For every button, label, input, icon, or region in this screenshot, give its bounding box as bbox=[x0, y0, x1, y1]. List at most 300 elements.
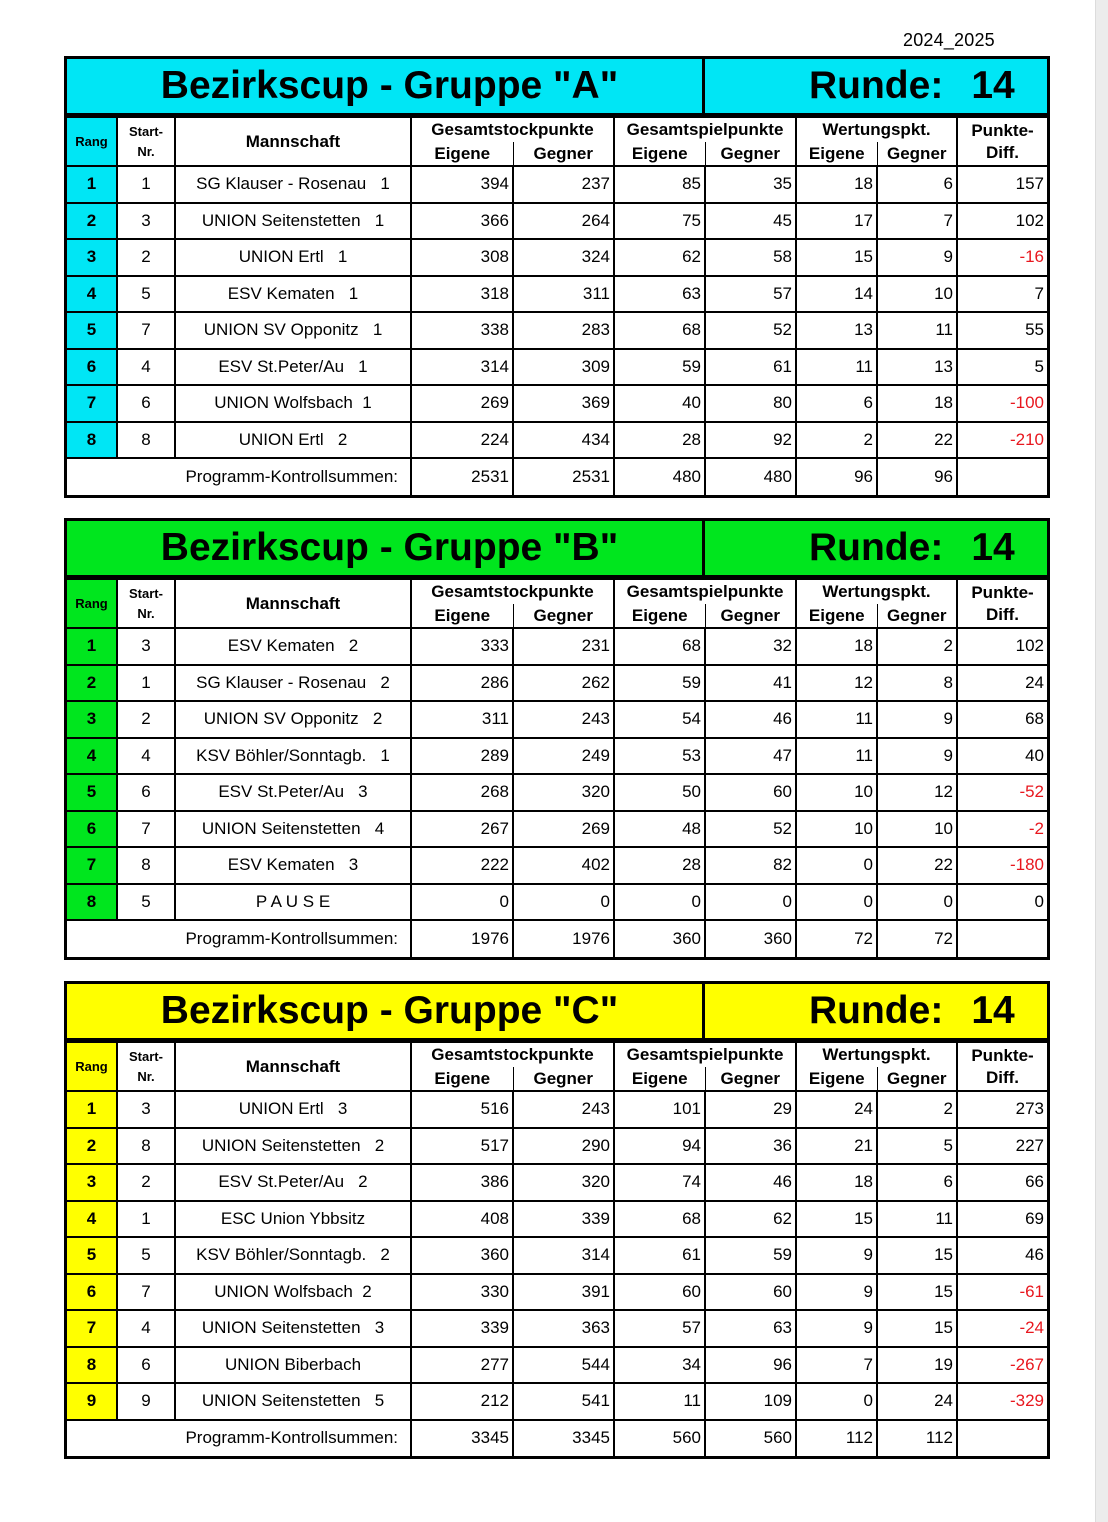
wertung-eigene-cell: 11 bbox=[796, 701, 877, 738]
wertung-eigene-cell: 24 bbox=[796, 1091, 877, 1128]
stock-eigene-cell: 268 bbox=[411, 774, 513, 811]
start-nr-cell: 5 bbox=[117, 884, 175, 921]
table-row bbox=[67, 738, 1047, 775]
stock-gegner-cell: 541 bbox=[513, 1383, 614, 1420]
stock-eigene-cell: 360 bbox=[411, 1237, 513, 1274]
spiel-gegner-cell: 96 bbox=[705, 1347, 796, 1384]
punkte-diff-cell: 40 bbox=[957, 738, 1047, 775]
subheader-gegner: Gegner bbox=[877, 1067, 957, 1091]
sum-wertung-eigene: 112 bbox=[796, 1420, 877, 1457]
stock-eigene-cell: 269 bbox=[411, 385, 513, 422]
rank-cell: 3 bbox=[67, 239, 117, 276]
sum-stock-eigene: 1976 bbox=[411, 920, 513, 957]
wertung-gegner-cell: 9 bbox=[877, 239, 957, 276]
spiel-gegner-cell: 47 bbox=[705, 738, 796, 775]
table-row bbox=[67, 349, 1047, 386]
spiel-gegner-cell: 46 bbox=[705, 701, 796, 738]
header-mannschaft: Mannschaft bbox=[175, 117, 411, 166]
spiel-eigene-cell: 54 bbox=[614, 701, 705, 738]
spiel-eigene-cell: 48 bbox=[614, 811, 705, 848]
subheader-eigene: Eigene bbox=[796, 604, 877, 628]
wertung-eigene-cell: 0 bbox=[796, 847, 877, 884]
wertung-gegner-cell: 22 bbox=[877, 422, 957, 459]
round-number: 14 bbox=[971, 64, 1015, 107]
round-label-text: Runde: bbox=[809, 989, 944, 1032]
spiel-gegner-cell: 41 bbox=[705, 665, 796, 702]
table-row bbox=[67, 203, 1047, 240]
spiel-eigene-cell: 59 bbox=[614, 349, 705, 386]
wertung-gegner-cell: 24 bbox=[877, 1383, 957, 1420]
stock-eigene-cell: 366 bbox=[411, 203, 513, 240]
table-row bbox=[67, 276, 1047, 313]
subheader-gegner: Gegner bbox=[877, 142, 957, 166]
header-wertungspunkte: Wertungspkt. bbox=[796, 579, 957, 604]
rank-cell: 4 bbox=[67, 738, 117, 775]
header-rang: Rang bbox=[67, 117, 117, 166]
header-start-nr bbox=[117, 1042, 175, 1091]
table-row bbox=[67, 1310, 1047, 1347]
stock-gegner-cell: 243 bbox=[513, 701, 614, 738]
wertung-eigene-cell: 7 bbox=[796, 1347, 877, 1384]
stock-eigene-cell: 318 bbox=[411, 276, 513, 313]
table-row bbox=[67, 1383, 1047, 1420]
control-sum-label: Programm-Kontrollsummen: bbox=[67, 920, 411, 957]
rank-cell: 8 bbox=[67, 884, 117, 921]
group-title: Bezirkscup - Gruppe "C" bbox=[67, 984, 705, 1038]
start-nr-cell: 4 bbox=[117, 1310, 175, 1347]
spiel-eigene-cell: 63 bbox=[614, 276, 705, 313]
group-table bbox=[64, 56, 1050, 498]
spiel-gegner-cell: 60 bbox=[705, 1274, 796, 1311]
wertung-eigene-cell: 18 bbox=[796, 628, 877, 665]
group-title-bar bbox=[67, 59, 1047, 116]
start-nr-cell: 7 bbox=[117, 1274, 175, 1311]
punkte-diff-cell: 24 bbox=[957, 665, 1047, 702]
team-name-cell: UNION Seitenstetten 4 bbox=[175, 811, 411, 848]
team-name-cell: UNION Ertl 3 bbox=[175, 1091, 411, 1128]
table-row bbox=[67, 628, 1047, 665]
rank-cell: 6 bbox=[67, 1274, 117, 1311]
punkte-diff-cell: -210 bbox=[957, 422, 1047, 459]
punkte-diff-cell: 69 bbox=[957, 1201, 1047, 1238]
spiel-eigene-cell: 75 bbox=[614, 203, 705, 240]
team-name-cell: UNION Biberbach bbox=[175, 1347, 411, 1384]
header-start-nr bbox=[117, 117, 175, 166]
rank-cell: 6 bbox=[67, 811, 117, 848]
round-label bbox=[705, 521, 1047, 575]
control-sum-row bbox=[67, 920, 1047, 957]
start-nr-cell: 8 bbox=[117, 1128, 175, 1165]
header-row bbox=[67, 117, 1047, 142]
spiel-gegner-cell: 35 bbox=[705, 166, 796, 203]
sum-stock-gegner: 2531 bbox=[513, 458, 614, 495]
table-row bbox=[67, 1237, 1047, 1274]
sum-spiel-eigene: 360 bbox=[614, 920, 705, 957]
spiel-gegner-cell: 80 bbox=[705, 385, 796, 422]
spiel-gegner-cell: 32 bbox=[705, 628, 796, 665]
subheader-gegner: Gegner bbox=[705, 1067, 796, 1091]
spiel-eigene-cell: 68 bbox=[614, 628, 705, 665]
spiel-gegner-cell: 59 bbox=[705, 1237, 796, 1274]
punkte-diff-cell: 7 bbox=[957, 276, 1047, 313]
wertung-eigene-cell: 21 bbox=[796, 1128, 877, 1165]
spiel-eigene-cell: 57 bbox=[614, 1310, 705, 1347]
spiel-eigene-cell: 94 bbox=[614, 1128, 705, 1165]
header-punkte-diff bbox=[957, 117, 1047, 166]
start-nr-cell: 2 bbox=[117, 1164, 175, 1201]
punkte-diff-cell: -267 bbox=[957, 1347, 1047, 1384]
punkte-diff-cell: -24 bbox=[957, 1310, 1047, 1347]
stock-eigene-cell: 308 bbox=[411, 239, 513, 276]
header-gesamtspielpunkte: Gesamtspielpunkte bbox=[614, 1042, 796, 1067]
spiel-gegner-cell: 60 bbox=[705, 774, 796, 811]
stock-eigene-cell: 286 bbox=[411, 665, 513, 702]
header-diff-line1: Punkte- bbox=[971, 582, 1034, 602]
wertung-gegner-cell: 11 bbox=[877, 1201, 957, 1238]
table-row bbox=[67, 884, 1047, 921]
table-row bbox=[67, 239, 1047, 276]
team-name-cell: ESV Kematen 2 bbox=[175, 628, 411, 665]
wertung-gegner-cell: 2 bbox=[877, 628, 957, 665]
table-row bbox=[67, 312, 1047, 349]
wertung-eigene-cell: 10 bbox=[796, 811, 877, 848]
standings-table bbox=[67, 1041, 1047, 1456]
rank-cell: 5 bbox=[67, 774, 117, 811]
rank-cell: 6 bbox=[67, 349, 117, 386]
wertung-eigene-cell: 11 bbox=[796, 349, 877, 386]
header-gesamtspielpunkte: Gesamtspielpunkte bbox=[614, 579, 796, 604]
rank-cell: 9 bbox=[67, 1383, 117, 1420]
team-name-cell: UNION Seitenstetten 5 bbox=[175, 1383, 411, 1420]
wertung-gegner-cell: 0 bbox=[877, 884, 957, 921]
wertung-eigene-cell: 9 bbox=[796, 1310, 877, 1347]
wertung-eigene-cell: 18 bbox=[796, 166, 877, 203]
subheader-eigene: Eigene bbox=[796, 142, 877, 166]
stock-gegner-cell: 243 bbox=[513, 1091, 614, 1128]
spiel-gegner-cell: 46 bbox=[705, 1164, 796, 1201]
spiel-eigene-cell: 59 bbox=[614, 665, 705, 702]
stock-gegner-cell: 283 bbox=[513, 312, 614, 349]
stock-eigene-cell: 0 bbox=[411, 884, 513, 921]
spiel-gegner-cell: 58 bbox=[705, 239, 796, 276]
subheader-eigene: Eigene bbox=[614, 604, 705, 628]
stock-eigene-cell: 517 bbox=[411, 1128, 513, 1165]
spiel-gegner-cell: 109 bbox=[705, 1383, 796, 1420]
spiel-eigene-cell: 62 bbox=[614, 239, 705, 276]
sum-spiel-eigene: 480 bbox=[614, 458, 705, 495]
header-diff-line1: Punkte- bbox=[971, 1045, 1034, 1065]
spiel-eigene-cell: 68 bbox=[614, 312, 705, 349]
wertung-gegner-cell: 10 bbox=[877, 811, 957, 848]
header-row bbox=[67, 579, 1047, 604]
header-punkte-diff bbox=[957, 579, 1047, 628]
sum-wertung-eigene: 96 bbox=[796, 458, 877, 495]
spiel-eigene-cell: 60 bbox=[614, 1274, 705, 1311]
standings-table bbox=[67, 578, 1047, 957]
punkte-diff-cell: -16 bbox=[957, 239, 1047, 276]
stock-gegner-cell: 264 bbox=[513, 203, 614, 240]
start-nr-cell: 1 bbox=[117, 665, 175, 702]
sum-spiel-gegner: 480 bbox=[705, 458, 796, 495]
sum-spiel-gegner: 360 bbox=[705, 920, 796, 957]
rank-cell: 2 bbox=[67, 665, 117, 702]
subheader-eigene: Eigene bbox=[614, 142, 705, 166]
spiel-eigene-cell: 53 bbox=[614, 738, 705, 775]
stock-gegner-cell: 262 bbox=[513, 665, 614, 702]
group-title-bar bbox=[67, 984, 1047, 1041]
wertung-eigene-cell: 17 bbox=[796, 203, 877, 240]
wertung-gegner-cell: 22 bbox=[877, 847, 957, 884]
stock-gegner-cell: 320 bbox=[513, 774, 614, 811]
rank-cell: 8 bbox=[67, 422, 117, 459]
team-name-cell: KSV Böhler/Sonntagb. 1 bbox=[175, 738, 411, 775]
round-label bbox=[705, 59, 1047, 113]
header-start-line1: Start- bbox=[129, 123, 163, 139]
table-row bbox=[67, 1091, 1047, 1128]
team-name-cell: UNION Ertl 1 bbox=[175, 239, 411, 276]
spiel-eigene-cell: 0 bbox=[614, 884, 705, 921]
header-start-nr bbox=[117, 579, 175, 628]
round-label bbox=[705, 984, 1047, 1038]
wertung-gegner-cell: 10 bbox=[877, 276, 957, 313]
table-row bbox=[67, 1128, 1047, 1165]
spiel-gegner-cell: 82 bbox=[705, 847, 796, 884]
subheader-eigene: Eigene bbox=[796, 1067, 877, 1091]
stock-gegner-cell: 290 bbox=[513, 1128, 614, 1165]
start-nr-cell: 1 bbox=[117, 1201, 175, 1238]
stock-eigene-cell: 339 bbox=[411, 1310, 513, 1347]
stock-gegner-cell: 311 bbox=[513, 276, 614, 313]
wertung-gegner-cell: 11 bbox=[877, 312, 957, 349]
sum-wertung-eigene: 72 bbox=[796, 920, 877, 957]
header-gesamtstockpunkte: Gesamtstockpunkte bbox=[411, 117, 614, 142]
rank-cell: 2 bbox=[67, 1128, 117, 1165]
header-diff-line1: Punkte- bbox=[971, 120, 1034, 140]
team-name-cell: SG Klauser - Rosenau 1 bbox=[175, 166, 411, 203]
wertung-eigene-cell: 15 bbox=[796, 239, 877, 276]
wertung-eigene-cell: 2 bbox=[796, 422, 877, 459]
spiel-gegner-cell: 36 bbox=[705, 1128, 796, 1165]
stock-gegner-cell: 237 bbox=[513, 166, 614, 203]
rank-cell: 8 bbox=[67, 1347, 117, 1384]
sum-wertung-gegner: 72 bbox=[877, 920, 957, 957]
subheader-eigene: Eigene bbox=[411, 1067, 513, 1091]
header-mannschaft: Mannschaft bbox=[175, 579, 411, 628]
stock-gegner-cell: 402 bbox=[513, 847, 614, 884]
stock-gegner-cell: 324 bbox=[513, 239, 614, 276]
wertung-eigene-cell: 6 bbox=[796, 385, 877, 422]
team-name-cell: UNION SV Opponitz 1 bbox=[175, 312, 411, 349]
table-row bbox=[67, 665, 1047, 702]
table-row bbox=[67, 701, 1047, 738]
punkte-diff-cell: -329 bbox=[957, 1383, 1047, 1420]
header-start-line2: Nr. bbox=[137, 1068, 155, 1084]
stock-gegner-cell: 544 bbox=[513, 1347, 614, 1384]
stock-gegner-cell: 249 bbox=[513, 738, 614, 775]
control-sum-label: Programm-Kontrollsummen: bbox=[67, 458, 411, 495]
team-name-cell: UNION Seitenstetten 3 bbox=[175, 1310, 411, 1347]
stock-eigene-cell: 222 bbox=[411, 847, 513, 884]
spiel-gegner-cell: 0 bbox=[705, 884, 796, 921]
header-row bbox=[67, 1042, 1047, 1067]
wertung-gegner-cell: 9 bbox=[877, 701, 957, 738]
spiel-gegner-cell: 29 bbox=[705, 1091, 796, 1128]
table-row bbox=[67, 166, 1047, 203]
stock-eigene-cell: 277 bbox=[411, 1347, 513, 1384]
start-nr-cell: 4 bbox=[117, 349, 175, 386]
header-gesamtstockpunkte: Gesamtstockpunkte bbox=[411, 579, 614, 604]
group-table bbox=[64, 518, 1050, 960]
wertung-gegner-cell: 9 bbox=[877, 738, 957, 775]
wertung-eigene-cell: 10 bbox=[796, 774, 877, 811]
stock-gegner-cell: 369 bbox=[513, 385, 614, 422]
stock-gegner-cell: 363 bbox=[513, 1310, 614, 1347]
stock-gegner-cell: 339 bbox=[513, 1201, 614, 1238]
wertung-eigene-cell: 9 bbox=[796, 1237, 877, 1274]
punkte-diff-cell: 227 bbox=[957, 1128, 1047, 1165]
team-name-cell: P A U S E bbox=[175, 884, 411, 921]
table-row bbox=[67, 847, 1047, 884]
punkte-diff-cell: 102 bbox=[957, 628, 1047, 665]
stock-gegner-cell: 314 bbox=[513, 1237, 614, 1274]
start-nr-cell: 6 bbox=[117, 1347, 175, 1384]
table-row bbox=[67, 422, 1047, 459]
header-start-line1: Start- bbox=[129, 1048, 163, 1064]
group-title: Bezirkscup - Gruppe "B" bbox=[67, 521, 705, 575]
table-row bbox=[67, 385, 1047, 422]
start-nr-cell: 7 bbox=[117, 811, 175, 848]
wertung-eigene-cell: 15 bbox=[796, 1201, 877, 1238]
stock-eigene-cell: 212 bbox=[411, 1383, 513, 1420]
wertung-gegner-cell: 13 bbox=[877, 349, 957, 386]
punkte-diff-cell: 157 bbox=[957, 166, 1047, 203]
team-name-cell: ESV St.Peter/Au 2 bbox=[175, 1164, 411, 1201]
punkte-diff-cell: 0 bbox=[957, 884, 1047, 921]
start-nr-cell: 6 bbox=[117, 385, 175, 422]
team-name-cell: UNION Seitenstetten 1 bbox=[175, 203, 411, 240]
stock-eigene-cell: 267 bbox=[411, 811, 513, 848]
sum-wertung-gegner: 112 bbox=[877, 1420, 957, 1457]
spiel-eigene-cell: 74 bbox=[614, 1164, 705, 1201]
group-title-bar bbox=[67, 521, 1047, 578]
team-name-cell: ESV St.Peter/Au 1 bbox=[175, 349, 411, 386]
sum-wertung-gegner: 96 bbox=[877, 458, 957, 495]
header-rang: Rang bbox=[67, 1042, 117, 1091]
start-nr-cell: 6 bbox=[117, 774, 175, 811]
stock-eigene-cell: 338 bbox=[411, 312, 513, 349]
rank-cell: 4 bbox=[67, 1201, 117, 1238]
spiel-eigene-cell: 11 bbox=[614, 1383, 705, 1420]
table-row bbox=[67, 1347, 1047, 1384]
subheader-gegner: Gegner bbox=[513, 142, 614, 166]
wertung-gegner-cell: 7 bbox=[877, 203, 957, 240]
table-row bbox=[67, 1201, 1047, 1238]
wertung-eigene-cell: 9 bbox=[796, 1274, 877, 1311]
punkte-diff-cell: -52 bbox=[957, 774, 1047, 811]
punkte-diff-cell: 273 bbox=[957, 1091, 1047, 1128]
wertung-gegner-cell: 15 bbox=[877, 1237, 957, 1274]
spiel-gegner-cell: 62 bbox=[705, 1201, 796, 1238]
stock-eigene-cell: 314 bbox=[411, 349, 513, 386]
wertung-gegner-cell: 18 bbox=[877, 385, 957, 422]
punkte-diff-cell: 66 bbox=[957, 1164, 1047, 1201]
team-name-cell: ESV Kematen 1 bbox=[175, 276, 411, 313]
header-gesamtspielpunkte: Gesamtspielpunkte bbox=[614, 117, 796, 142]
spiel-gegner-cell: 52 bbox=[705, 312, 796, 349]
subheader-eigene: Eigene bbox=[614, 1067, 705, 1091]
sum-diff bbox=[957, 458, 1047, 495]
subheader-gegner: Gegner bbox=[705, 604, 796, 628]
subheader-gegner: Gegner bbox=[877, 604, 957, 628]
control-sum-label: Programm-Kontrollsummen: bbox=[67, 1420, 411, 1457]
stock-eigene-cell: 408 bbox=[411, 1201, 513, 1238]
punkte-diff-cell: -180 bbox=[957, 847, 1047, 884]
punkte-diff-cell: -2 bbox=[957, 811, 1047, 848]
sum-stock-gegner: 3345 bbox=[513, 1420, 614, 1457]
spiel-gegner-cell: 92 bbox=[705, 422, 796, 459]
rank-cell: 1 bbox=[67, 166, 117, 203]
wertung-gegner-cell: 15 bbox=[877, 1274, 957, 1311]
start-nr-cell: 8 bbox=[117, 422, 175, 459]
wertung-eigene-cell: 18 bbox=[796, 1164, 877, 1201]
subheader-eigene: Eigene bbox=[411, 142, 513, 166]
header-diff-line2: Diff. bbox=[985, 1067, 1020, 1087]
start-nr-cell: 3 bbox=[117, 203, 175, 240]
wertung-eigene-cell: 11 bbox=[796, 738, 877, 775]
spiel-eigene-cell: 40 bbox=[614, 385, 705, 422]
punkte-diff-cell: 5 bbox=[957, 349, 1047, 386]
start-nr-cell: 5 bbox=[117, 1237, 175, 1274]
rank-cell: 2 bbox=[67, 203, 117, 240]
scrollbar-track[interactable] bbox=[1095, 0, 1108, 1522]
spiel-gegner-cell: 52 bbox=[705, 811, 796, 848]
wertung-gegner-cell: 15 bbox=[877, 1310, 957, 1347]
wertung-eigene-cell: 14 bbox=[796, 276, 877, 313]
header-wertungspunkte: Wertungspkt. bbox=[796, 1042, 957, 1067]
punkte-diff-cell: 68 bbox=[957, 701, 1047, 738]
table-row bbox=[67, 774, 1047, 811]
rank-cell: 1 bbox=[67, 1091, 117, 1128]
spiel-gegner-cell: 45 bbox=[705, 203, 796, 240]
round-number: 14 bbox=[971, 989, 1015, 1032]
stock-gegner-cell: 309 bbox=[513, 349, 614, 386]
rank-cell: 7 bbox=[67, 1310, 117, 1347]
spiel-eigene-cell: 50 bbox=[614, 774, 705, 811]
team-name-cell: UNION Ertl 2 bbox=[175, 422, 411, 459]
team-name-cell: ESC Union Ybbsitz bbox=[175, 1201, 411, 1238]
sum-spiel-gegner: 560 bbox=[705, 1420, 796, 1457]
spiel-eigene-cell: 68 bbox=[614, 1201, 705, 1238]
punkte-diff-cell: -61 bbox=[957, 1274, 1047, 1311]
header-rang: Rang bbox=[67, 579, 117, 628]
subheader-eigene: Eigene bbox=[411, 604, 513, 628]
rank-cell: 5 bbox=[67, 312, 117, 349]
spiel-eigene-cell: 61 bbox=[614, 1237, 705, 1274]
start-nr-cell: 3 bbox=[117, 628, 175, 665]
stock-gegner-cell: 320 bbox=[513, 1164, 614, 1201]
sum-diff bbox=[957, 1420, 1047, 1457]
stock-gegner-cell: 269 bbox=[513, 811, 614, 848]
sum-stock-gegner: 1976 bbox=[513, 920, 614, 957]
header-start-line1: Start- bbox=[129, 585, 163, 601]
team-name-cell: UNION SV Opponitz 2 bbox=[175, 701, 411, 738]
stock-gegner-cell: 231 bbox=[513, 628, 614, 665]
header-gesamtstockpunkte: Gesamtstockpunkte bbox=[411, 1042, 614, 1067]
header-mannschaft: Mannschaft bbox=[175, 1042, 411, 1091]
standings-table bbox=[67, 116, 1047, 495]
stock-eigene-cell: 386 bbox=[411, 1164, 513, 1201]
subheader-gegner: Gegner bbox=[513, 604, 614, 628]
